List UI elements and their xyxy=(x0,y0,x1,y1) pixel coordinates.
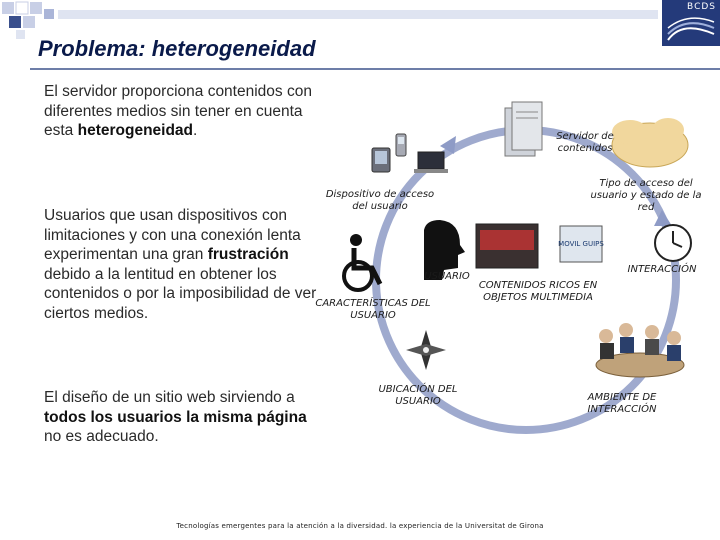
laptop-icon xyxy=(414,152,448,173)
p3-pre: El diseño de un sitio web sirviendo a xyxy=(44,389,295,406)
brand-logo xyxy=(662,0,720,46)
label-contenidos: CONTENIDOS RICOS EN OBJETOS MULTIMEDIA xyxy=(478,280,598,303)
paragraph-users xyxy=(44,206,324,323)
label-servidor: Servidor de contenidos xyxy=(556,131,614,154)
p1-pre: El servidor proporciona contenidos con diferentes medios sin tener en cuenta esta xyxy=(44,83,312,139)
p1-post: . xyxy=(193,122,198,139)
label-ambiente: AMBIENTE DE INTERACCIÓN xyxy=(587,392,657,415)
p2-pre: Usuarios que usan dispositivos con limitaciones y con una conexión lenta experimentan una gran xyxy=(44,207,301,263)
compass-icon xyxy=(406,330,446,370)
pda-icon xyxy=(372,148,390,172)
clock-icon xyxy=(655,225,691,261)
p1-bold: heterogeneidad xyxy=(77,122,194,139)
label-ubicacion: UBICACIÓN DEL USUARIO xyxy=(378,384,458,407)
server-icon xyxy=(505,102,542,156)
header-bar xyxy=(58,10,658,19)
phone-icon xyxy=(396,134,406,156)
header-decoration xyxy=(0,0,80,40)
p3-post: no es adecuado. xyxy=(44,428,159,445)
mobile-app-card-icon xyxy=(558,226,604,262)
label-caracteristicas: CARACTERÍSTICAS DEL USUARIO xyxy=(315,298,431,321)
p2-bold: frustración xyxy=(207,246,289,263)
label-tipo-acceso: Tipo de acceso del usuario y estado de la red xyxy=(590,178,702,213)
slide-title: Problema: heterogeneidad xyxy=(38,36,316,61)
web-page-card-icon xyxy=(476,224,538,268)
paragraph-design xyxy=(44,388,324,447)
p3-bold: todos los usuarios la misma página xyxy=(44,408,307,426)
p2-post: debido a la lentitud en obtener los contenidos o por la imposibilidad de ver ciertos medios. xyxy=(44,265,317,322)
slide-footer: Tecnologías emergentes para la atención a la diversidad. la experiencia de la Universitat de Girona xyxy=(176,522,544,530)
paragraph-server xyxy=(44,82,324,141)
card-label: MOVIL GUIPS xyxy=(558,240,604,248)
label-dispositivo: Dispositivo de acceso del usuario xyxy=(325,189,435,212)
label-interaccion: INTERACCIÓN xyxy=(627,264,697,275)
label-usuario: USUARIO xyxy=(424,271,470,282)
logo-text: BCDS xyxy=(687,2,716,12)
title-divider xyxy=(30,68,720,70)
